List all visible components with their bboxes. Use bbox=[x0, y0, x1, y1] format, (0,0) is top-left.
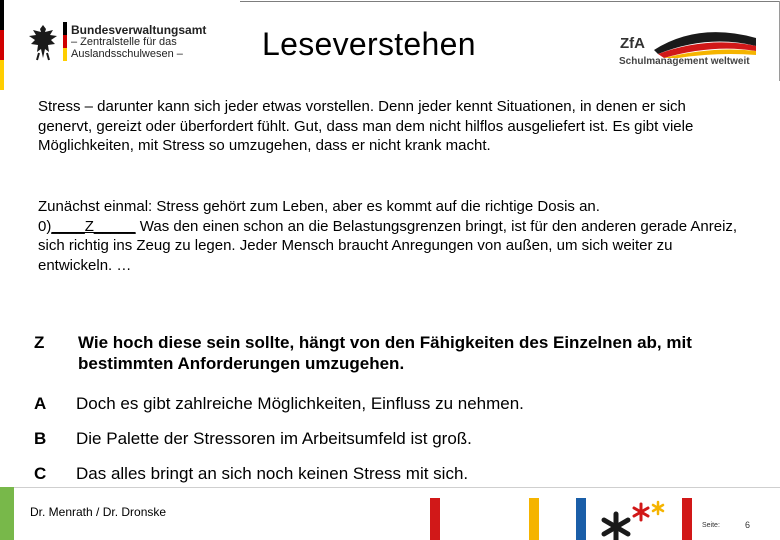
paragraph-2-intro: Zunächst einmal: Stress gehört zum Leben, aber es kommt auf die richtige Dosis an. bbox=[38, 198, 600, 215]
german-flag-strip bbox=[0, 0, 4, 90]
zfa-logo bbox=[618, 24, 758, 76]
page-label: Seite: bbox=[702, 522, 720, 529]
footer-divider bbox=[14, 487, 780, 488]
option-letter: A bbox=[34, 394, 47, 413]
gap-number: 0) bbox=[38, 217, 52, 235]
gap-answer: ____Z_____ bbox=[51, 217, 136, 235]
institution-line-1: Bundesverwaltungsamt bbox=[71, 23, 207, 37]
asterisk-logo-icon bbox=[596, 500, 666, 540]
federal-eagle-icon bbox=[26, 22, 60, 62]
paragraph-2 bbox=[38, 197, 738, 275]
option-text: Doch es gibt zahlreiche Möglichkeiten, Einfluss zu nehmen. bbox=[76, 394, 524, 413]
zfa-logo-subtitle: Schulmanagement weltweit bbox=[619, 56, 750, 67]
option-text: Die Palette der Stressoren im Arbeitsumfeld ist groß. bbox=[76, 429, 472, 448]
eagle-flag-bars bbox=[63, 22, 67, 62]
option-letter: C bbox=[34, 464, 47, 483]
footer-bar-yellow bbox=[529, 498, 539, 540]
paragraph-2-continuation: Was den einen schon an die Belastungsgrenzen bringt, ist für den anderen gerade Anreiz, sich richtig ins Zeug zu legen. Jeder Mensch braucht Anregungen von außen, um sich weiter zu entwickeln. … bbox=[38, 217, 738, 274]
page-number: 6 bbox=[745, 520, 751, 530]
institution-name bbox=[71, 24, 206, 60]
option-letter: B bbox=[34, 429, 47, 448]
option-letter: Z bbox=[34, 333, 45, 352]
option-text: Das alles bringt an sich noch keinen Stress mit sich. bbox=[76, 464, 469, 483]
footer-bar-blue bbox=[576, 498, 586, 540]
paragraph-1: Stress – darunter kann sich jeder etwas vorstellen. Denn jeder kennt Situationen, in denen er sich genervt, gereizt oder überfordert fühlt. Gut, dass man dem nicht hilflos ausgeliefert ist. Es gibt viele Möglichkeiten, mit Stress so umzugehen, dass er nicht krank macht. bbox=[38, 98, 694, 154]
footer-bar-red-right bbox=[682, 498, 692, 540]
footer-bar-red bbox=[430, 498, 440, 540]
page-title: Leseverstehen bbox=[262, 26, 476, 62]
institution-line-3: Auslandsschulwesen – bbox=[71, 48, 183, 60]
option-text: Wie hoch diese sein sollte, hängt von den Fähigkeiten des Einzelnen ab, mit bestimmten Anforderungen umzugehen. bbox=[78, 333, 692, 373]
footer-green-block bbox=[0, 487, 14, 540]
institution-line-2: – Zentralstelle für das bbox=[71, 36, 177, 48]
header-border-top bbox=[240, 1, 780, 2]
footer-author: Dr. Menrath / Dr. Dronske bbox=[30, 505, 167, 519]
zfa-logo-letters: ZfA bbox=[620, 35, 645, 52]
